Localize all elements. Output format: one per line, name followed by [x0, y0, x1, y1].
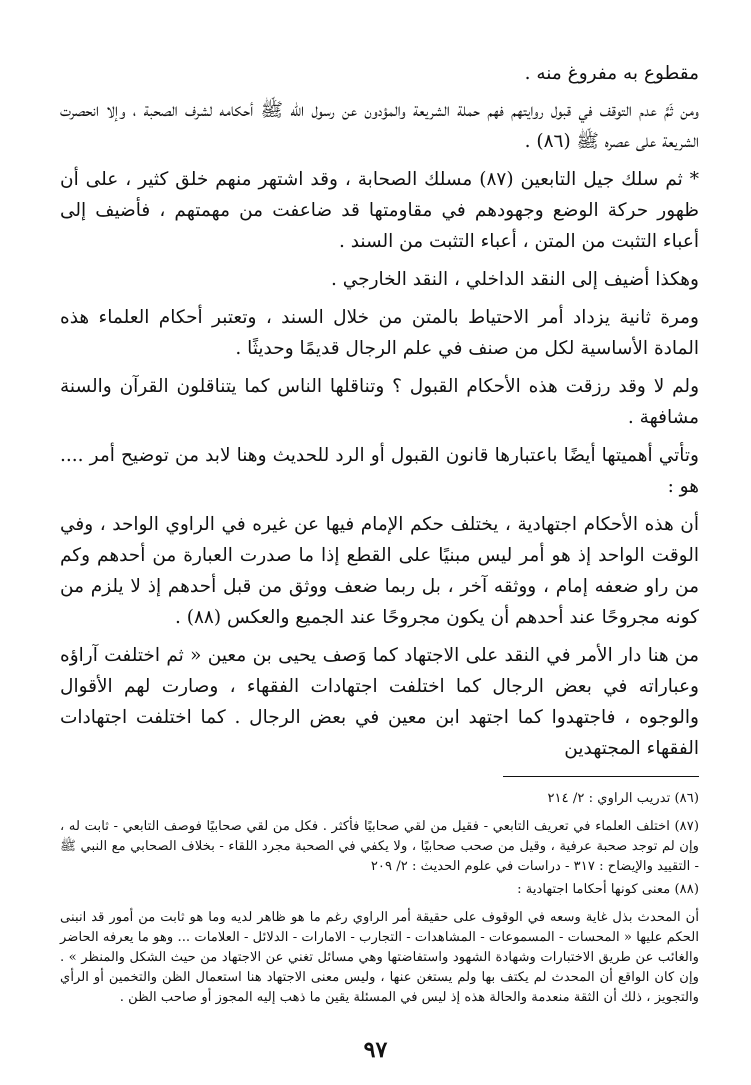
paragraph: وهكذا أضيف إلى النقد الداخلي ، النقد الخارجي . [330, 269, 699, 290]
paragraph: * ثم سلك جيل التابعين (٨٧) مسلك الصحابة ، وقد اشتهر منهم خلق كثير ، على أن ظهور حركة الوضع وجهودهم في مقاومتها قد ضاعفت من مهمتهم ، فأضيف إلى أعباء التثبت من المتن ، أعباء التثبت من السند . [60, 169, 700, 252]
paragraph: مقطوع به مفروغ منه . [524, 63, 699, 84]
paragraph: ولم لا وقد رزقت هذه الأحكام القبول ؟ وتناقلها الناس كما يتناقلون القرآن والسنة مشافهة . [60, 376, 699, 428]
paragraph: أن هذه الأحكام اجتهادية ، يختلف حكم الإمام فيها عن غيره في الراوي الواحد ، وفي الوقت الواحد إذ هو أمر ليس مبنيًا على القطع إذا ما صدرت العبارة من أحدهم وكم من راو ضعفه إمام ، ووثقه آخر ، بل ربما ضعف ووثق من قبل أحدهم إذ لا يلزم من كونه مجروحًا عند أحدهم أن يكون مجروحًا عند الجميع والعكس (٨٨) . [60, 514, 699, 628]
footnotes [60, 789, 699, 1008]
paragraph: وتأتي أهميتها أيضًا باعتبارها قانون القبول أو الرد للحديث وهنا لابد من توضيح أمر .... هو : [60, 445, 699, 497]
main-text [60, 58, 699, 764]
footnote: (٨٦) تدريب الراوي : ٢/ ٢١٤ [547, 791, 699, 806]
footnote-divider [503, 776, 699, 777]
paragraph: ومن ثَمَّ عدم التوقف في قبول روايتهم فهم حملة الشريعة والمؤدون عن رسول الله ﷺ أحكامه لشرف الصحبة ، وإلا انحصرت الشريعة على عصره ﷺ (٨٦) . [60, 100, 699, 152]
paragraph: من هنا دار الأمر في النقد على الاجتهاد كما وَصف يحيى بن معين « ثم اختلفت آراؤه وعباراته في بعض الرجال كما اختلفت اجتهادات الفقهاء ، وصارت لهم الأقوال والوجوه ، فاجتهدوا كما اجتهد ابن معين في بعض الرجال . كما اختلفت اجتهادات الفقهاء المجتهدين [60, 645, 699, 759]
footnote: (٨٧) اختلف العلماء في تعريف التابعي - فقيل من لقي صحابيًا فأكثر . فكل من لقي صحابيًا فوصف التابعي - ثابت له ، وإن لم توجد صحبة عرفية ، وقيل من صحب صحابيًا ، ولا يكفي في الصحبة مجرد اللقاء - بخلاف الصحابي مع النبي ﷺ - التقييد والإيضاح : ٣١٧ - دراسات في علوم الحديث : ٢/ ٢٠٩ [60, 819, 699, 874]
page-number: ٩٧ [363, 1037, 388, 1063]
footnote: (٨٨) معنى كونها أحكاما اجتهادية : [517, 882, 699, 897]
footnote: أن المحدث بذل غاية وسعه في الوقوف على حقيقة أمر الراوي رغم ما هو ظاهر لديه وما هو ثابت من أمور قد انبنى الحكم عليها « المحسات - المسموعات - المشاهدات - التجارب - الامارات - الدلائل - العلامات ... وهو ما يعرفه الحاضر والغائب عن طريق الاختبارات وشهادة الشهود واستفاضتها وهي مسائل تغني عن الاجتهاد من حيث الشكل والمنظر » . وإن كان الواقع أن المحدث لم يكتف بها ولم يستغن عنها ، وليس معنى الاجتهاد هنا استعمال الظن والتخمين أو الرأي والتجويز ، ذلك أن الثقة منعدمة والحالة هذه إذ ليس في المسئلة يقين ما ذهب إليه المجوز أو صاحب الظن . [60, 910, 699, 1005]
paragraph: ومرة ثانية يزداد أمر الاحتياط بالمتن من خلال السند ، وتعتبر أحكام العلماء هذه المادة الأساسية لكل من صنف في علم الرجال قديمًا وحديثًا . [60, 307, 699, 359]
